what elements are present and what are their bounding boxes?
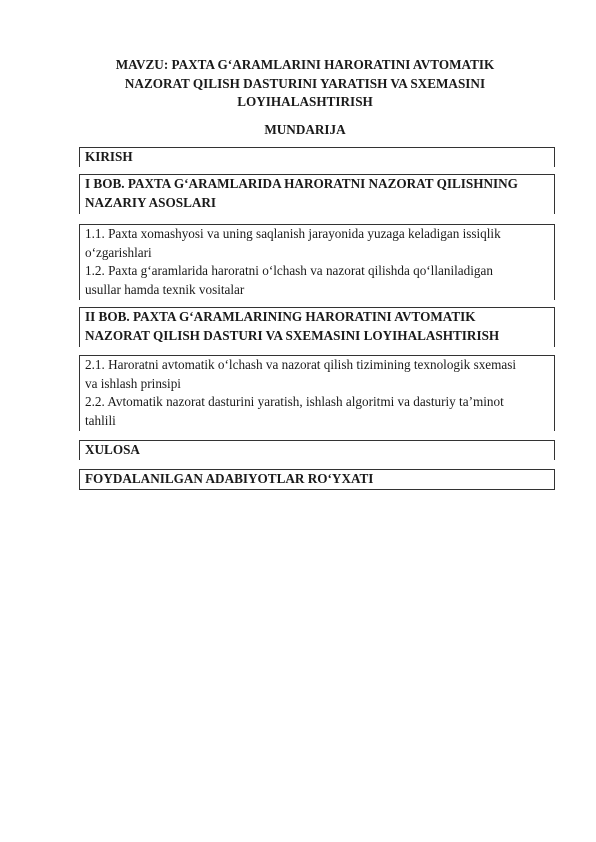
- title-line-1: MAVZU: PAXTA G‘ARAMLARINI HARORATINI AVTOMATIK: [115, 57, 495, 72]
- toc-row-references: [79, 469, 555, 490]
- title-line-2: NAZORAT QILISH DASTURINI YARATISH VA SXEMASINI: [124, 75, 486, 91]
- toc-section-1-2-line-2: usullar hamda texnik vositalar: [85, 281, 245, 297]
- toc-section-2-1-line-2: va ishlash prinsipi: [85, 375, 181, 391]
- toc-row-chapter2-sections: [79, 355, 555, 431]
- toc-row-intro: [79, 147, 555, 167]
- toc-section-2-2-line-2: tahlili: [85, 412, 116, 428]
- toc-section-1-1-line-1: 1.1. Paxta xomashyosi va uning saqlanish jarayonida yuzaga keladigan issiqlik: [85, 226, 501, 241]
- toc-conclusion-label: XULOSA: [85, 442, 140, 457]
- toc-row-chapter1-sections: [79, 224, 555, 300]
- title-line-3: LOYIHALASHTIRISH: [237, 94, 373, 109]
- toc-intro-label: KIRISH: [85, 149, 133, 164]
- toc-section-2-2-line-1: 2.2. Avtomatik nazorat dasturini yaratish, ishlash algoritmi va dasturiy ta’minot: [85, 394, 504, 409]
- toc-chapter2-line-2: NAZORAT QILISH DASTURI VA SXEMASINI LOYIHALASHTIRISH: [85, 327, 500, 343]
- toc-section-1-2-line-1: 1.2. Paxta g‘aramlarida haroratni o‘lchash va nazorat qilishda qo‘llaniladigan: [85, 263, 493, 278]
- toc-row-conclusion: [79, 440, 555, 460]
- toc-row-chapter2: [79, 307, 555, 347]
- toc-section-2-1-line-1: 2.1. Haroratni avtomatik o‘lchash va nazorat qilish tizimining texnologik sxemasi: [85, 357, 517, 372]
- toc-row-chapter1: [79, 174, 555, 214]
- toc-chapter1-line-1: I BOB. PAXTA G‘ARAMLARIDA HARORATNI NAZORAT QILISHNING: [85, 176, 518, 191]
- toc-chapter1-line-2: NAZARIY ASOSLARI: [85, 194, 217, 210]
- document-title: [80, 56, 530, 112]
- toc-section-1-1-line-2: o‘zgarishlari: [85, 244, 152, 260]
- toc-heading: MUNDARIJA: [264, 122, 346, 137]
- toc-references-label: FOYDALANILGAN ADABIYOTLAR RO‘YXATI: [85, 471, 374, 486]
- toc-chapter2-line-1: II BOB. PAXTA G‘ARAMLARINING HARORATINI AVTOMATIK: [85, 309, 476, 324]
